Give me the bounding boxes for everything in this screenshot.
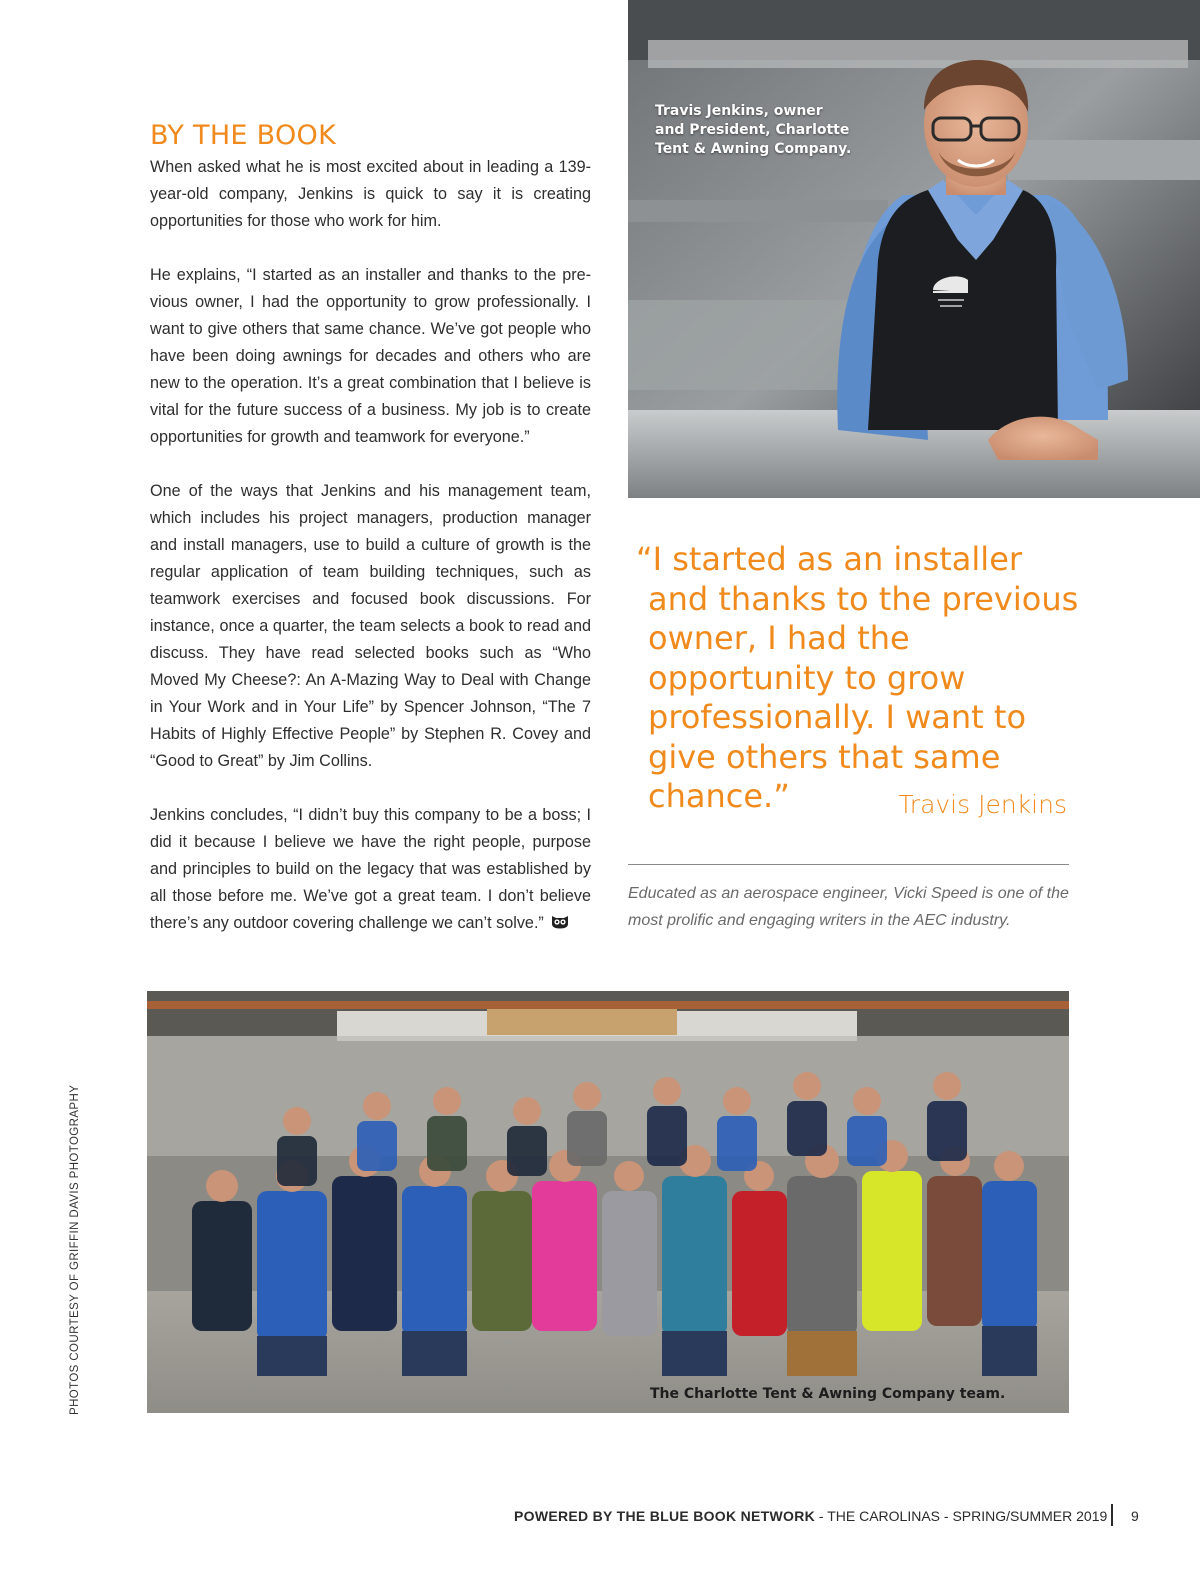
footer-publication: POWERED BY THE BLUE BOOK NETWORK <box>514 1508 816 1524</box>
article-paragraph: One of the ways that Jenkins and his management team, which includes his project managers, production manager and install managers, use to build a culture of growth is the regular application of team building techniques, such as teamwork exercises and focused book discussions. For instance, once a quarter, the team selects a book to read and discuss. They have read selected books such as “Who Moved My Cheese?: An A-Mazing Way to Deal with Change in Your Work and in Your Life” by Spencer Johnson, “The 7 Habits of Highly Effective People” by Stephen R. Covey and “Good to Great” by Jim Collins. <box>150 482 591 770</box>
portrait-photo-art <box>628 0 1200 498</box>
page-footer <box>514 1508 1107 1524</box>
section-divider <box>628 864 1069 865</box>
portrait-photo <box>628 0 1200 498</box>
pull-quote-text: “I started as an installer and thanks to the previous owner, I had the opportunity to grow professionally. I want to give others that same chance.” <box>636 540 1079 815</box>
article-paragraph-text: Jenkins concludes, “I didn’t buy this company to be a boss; I did it because I believe we have the right people, purpose and principles to build on the legacy that was established by all those before me. We’ve got a great team. I don’t believe there’s any outdoor covering challenge we can’t solve.” <box>150 806 591 932</box>
team-photo-caption: The Charlotte Tent & Awning Company team. <box>650 1386 1006 1402</box>
author-bio: Educated as an aerospace engineer, Vicki Speed is one of the most prolific and engaging writers in the AEC industry. <box>628 885 1069 929</box>
section-heading: BY THE BOOK <box>150 120 337 151</box>
portrait-caption: Travis Jenkins, owner and President, Charlotte Tent & Awning Company. <box>655 103 852 157</box>
footer-separator <box>1111 1504 1113 1526</box>
pull-quote <box>636 540 1086 817</box>
team-photo <box>147 991 1069 1413</box>
article-paragraph-last <box>150 802 591 937</box>
team-photo-art <box>147 991 1069 1413</box>
article-body <box>150 154 591 964</box>
pull-quote-author: Travis Jenkins <box>898 790 1067 819</box>
page-number: 9 <box>1131 1508 1139 1524</box>
article-paragraph: When asked what he is most excited about in leading a 139-year-old company, Jenkins is quick to say it is creating opportunities for those who work for him. <box>150 158 591 230</box>
article-paragraph: He explains, “I started as an installer and thanks to the pre-vious owner, I had the opportunity to grow professionally. I want to give others that same chance. We’ve got people who have been doing awnings for decades and others who are new to the operation. It’s a great combination that I believe is vital for the future success of a business. My job is to create opportunities for growth and teamwork for everyone.” <box>150 266 591 446</box>
photo-credit: PHOTOS COURTESY OF GRIFFIN DAVIS PHOTOGRAPHY <box>69 1084 81 1415</box>
owl-end-mark-icon <box>550 915 570 929</box>
footer-edition: - THE CAROLINAS - SPRING/SUMMER 2019 <box>815 1508 1108 1524</box>
